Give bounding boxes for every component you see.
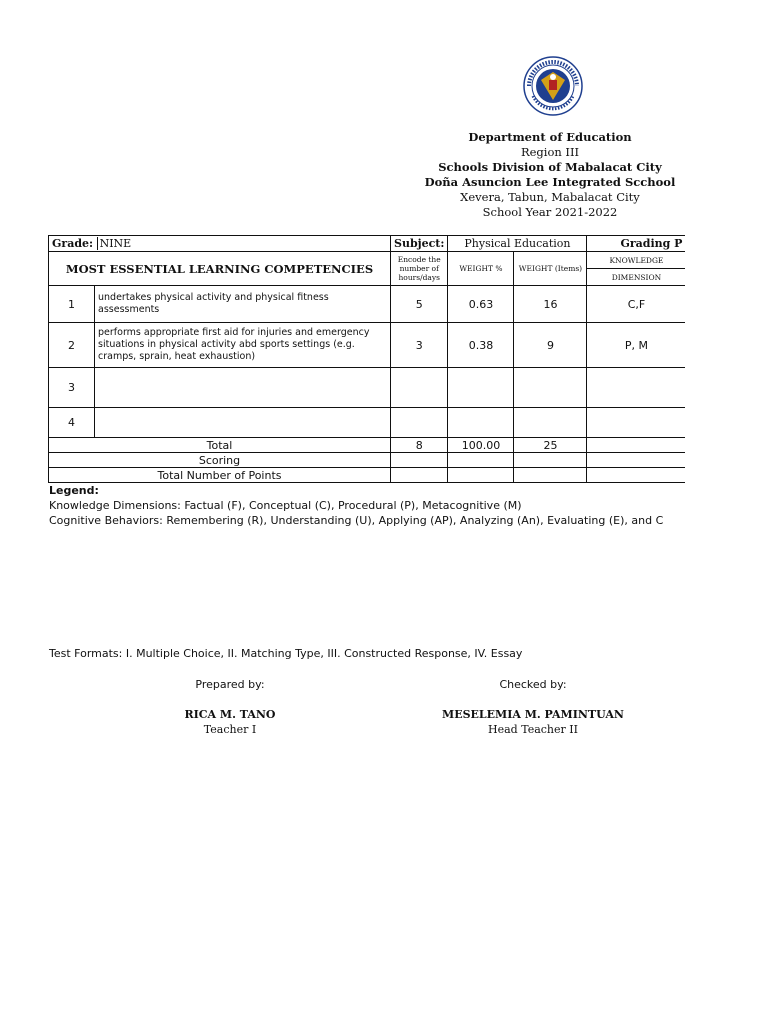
knowledge-header: KNOWLEDGE bbox=[587, 252, 685, 269]
table-row bbox=[49, 286, 686, 323]
checked-by-title: Head Teacher II bbox=[488, 723, 578, 736]
weight-items-value: 9 bbox=[514, 323, 587, 368]
total-row bbox=[49, 438, 686, 453]
grade-cell bbox=[49, 236, 391, 252]
total-points-row bbox=[49, 468, 686, 483]
prepared-by-name: RICA M. TANO bbox=[184, 708, 276, 721]
school-year: School Year 2021-2022 bbox=[482, 205, 618, 219]
prepared-by-label: Prepared by: bbox=[195, 678, 265, 691]
hours-value: 5 bbox=[391, 286, 448, 323]
row-number: 2 bbox=[49, 323, 95, 368]
total-hours: 8 bbox=[391, 438, 448, 453]
weight-percent-value: 0.38 bbox=[448, 323, 514, 368]
deped-seal-logo bbox=[523, 56, 583, 116]
subject-value: Physical Education bbox=[448, 236, 587, 252]
row-number: 3 bbox=[49, 368, 95, 408]
scoring-cell bbox=[514, 453, 587, 468]
division-name: Schools Division of Mabalacat City bbox=[438, 160, 662, 174]
grading-period-label: Grading P bbox=[587, 236, 685, 252]
dimension-value: P, M bbox=[587, 323, 685, 368]
hours-header: Encode the number of hours/days bbox=[391, 252, 448, 286]
region-name: Region III bbox=[520, 145, 580, 159]
scoring-cell bbox=[587, 453, 685, 468]
subject-label: Subject: bbox=[391, 236, 448, 252]
row-number: 4 bbox=[49, 408, 95, 438]
scoring-cell bbox=[391, 453, 448, 468]
total-label: Total bbox=[49, 438, 391, 453]
total-points-cell bbox=[587, 468, 685, 483]
table-row bbox=[49, 408, 686, 438]
hours-value bbox=[391, 408, 448, 438]
competency-text bbox=[95, 368, 391, 408]
column-header-row bbox=[49, 252, 686, 269]
scoring-label: Scoring bbox=[49, 453, 391, 468]
legend-knowledge-dimensions: Knowledge Dimensions: Factual (F), Conceptual (C), Procedural (P), Metacognitive (M) bbox=[49, 499, 522, 512]
total-dimension-empty bbox=[587, 438, 685, 453]
competency-text: undertakes physical activity and physical fitness assessments bbox=[95, 286, 391, 323]
scoring-row bbox=[49, 453, 686, 468]
total-weight-items: 25 bbox=[514, 438, 587, 453]
total-points-cell bbox=[448, 468, 514, 483]
school-address: Xevera, Tabun, Mabalacat City bbox=[460, 190, 640, 204]
weight-percent-header: WEIGHT % bbox=[448, 252, 514, 286]
dimension-value bbox=[587, 408, 685, 438]
total-points-label: Total Number of Points bbox=[49, 468, 391, 483]
competency-text bbox=[95, 408, 391, 438]
competency-text: performs appropriate first aid for injuries and emergency situations in physical activity abd sports settings (e.g. cramps, sprain, heat exhaustion) bbox=[95, 323, 391, 368]
grade-label: Grade: bbox=[52, 237, 94, 250]
weight-percent-value bbox=[448, 408, 514, 438]
dimension-header: DIMENSION bbox=[587, 269, 685, 286]
test-formats: Test Formats: I. Multiple Choice, II. Matching Type, III. Constructed Response, IV. Essay bbox=[49, 647, 523, 660]
row-number: 1 bbox=[49, 286, 95, 323]
weight-items-value: 16 bbox=[514, 286, 587, 323]
weight-items-header: WEIGHT (Items) bbox=[514, 252, 587, 286]
dimension-value bbox=[587, 368, 685, 408]
total-points-cell bbox=[514, 468, 587, 483]
legend-cognitive-behaviors: Cognitive Behaviors: Remembering (R), Understanding (U), Applying (AP), Analyzing (An), Evaluating (E), and C bbox=[49, 514, 664, 527]
weight-percent-value bbox=[448, 368, 514, 408]
melc-header: MOST ESSENTIAL LEARNING COMPETENCIES bbox=[49, 252, 391, 286]
grade-value: NINE bbox=[97, 237, 132, 250]
total-points-cell bbox=[391, 468, 448, 483]
checked-by-name: MESELEMIA M. PAMINTUAN bbox=[442, 708, 624, 721]
table-row bbox=[49, 368, 686, 408]
hours-value bbox=[391, 368, 448, 408]
checked-by-label: Checked by: bbox=[499, 678, 567, 691]
weight-items-value bbox=[514, 368, 587, 408]
legend-title: Legend: bbox=[49, 484, 99, 497]
total-weight-percent: 100.00 bbox=[448, 438, 514, 453]
department-name: Department of Education bbox=[468, 130, 632, 144]
weight-percent-value: 0.63 bbox=[448, 286, 514, 323]
table-row bbox=[49, 323, 686, 368]
dimension-value: C,F bbox=[587, 286, 685, 323]
weight-items-value bbox=[514, 408, 587, 438]
scoring-cell bbox=[448, 453, 514, 468]
school-name: Doña Asuncion Lee Integrated Scchool bbox=[424, 175, 676, 189]
melc-table bbox=[48, 235, 685, 483]
grade-subject-row bbox=[49, 236, 686, 252]
prepared-by-title: Teacher I bbox=[203, 723, 257, 736]
hours-value: 3 bbox=[391, 323, 448, 368]
